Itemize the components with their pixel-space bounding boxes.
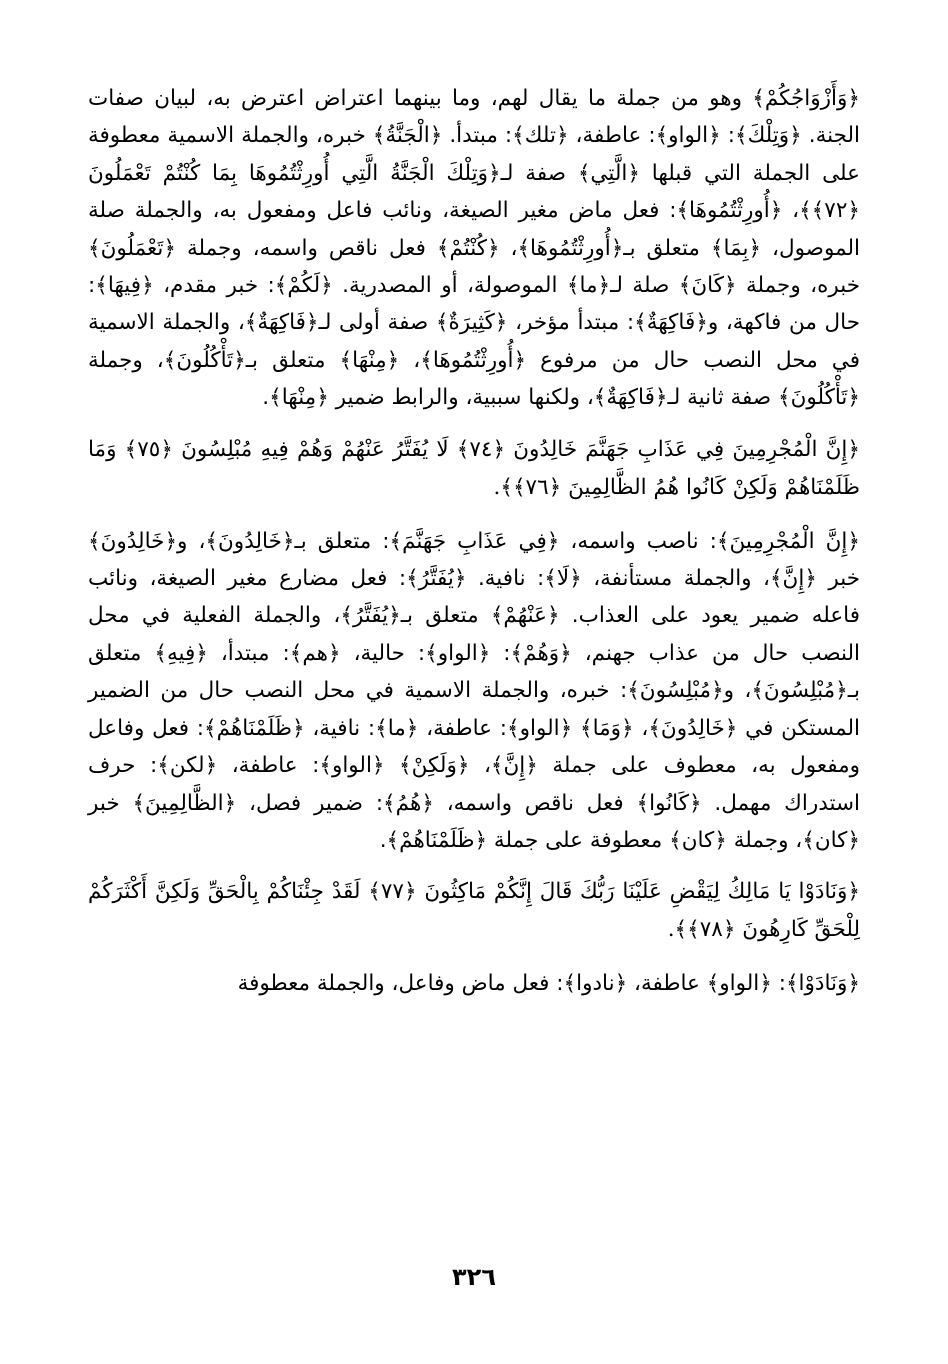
quran-verse-block: ﴿إِنَّ الْمُجْرِمِينَ فِي عَذَابِ جَهَنَّمَ خَالِدُونَ ﴿٧٤﴾ لَا يُفَتَّرُ عَنْهُمْ وَهُمْ فِيهِ مُبْلِسُونَ ﴿٧٥﴾ وَمَا ظَلَمْنَاهُمْ وَلَكِنْ كَانُوا هُمُ الظَّالِمِينَ ﴿٧٦﴾﴾. xyxy=(88,436,860,500)
quran-verse-block: ﴿وَنَادَوْا يَا مَالِكُ لِيَقْضِ عَلَيْنَا رَبُّكَ قَالَ إِنَّكُمْ مَاكِثُونَ ﴿٧٧﴾ لَقَدْ جِئْنَاكُمْ بِالْحَقِّ وَلَكِنَّ أَكْثَرَكُمْ لِلْحَقِّ كَارِهُونَ ﴿٧٨﴾﴾. xyxy=(88,879,860,943)
commentary-paragraph: ﴿إِنَّ الْمُجْرِمِينَ﴾: ناصب واسمه، ﴿فِي عَذَابِ جَهَنَّمَ﴾: متعلق بـ﴿خَالِدُونَ﴾، و﴿خَالِدُونَ﴾ خبر ﴿إِنَّ﴾، والجملة مستأنفة، ﴿لَا﴾: نافية. ﴿يُفَتَّرُ﴾: فعل مضارع مغير الصيغة، ونائب فاعله ضمير يعود على العذاب. ﴿عَنْهُمْ﴾ متعلق بـ﴿يُفَتَّرُ﴾، والجملة الفعلية في محل النصب حال من عذاب جهنم، ﴿وَهُمْ﴾: ﴿الواو﴾: حالية، ﴿هم﴾: مبتدأ، ﴿فِيهِ﴾ متعلق بـ﴿مُبْلِسُونَ﴾، و﴿مُبْلِسُونَ﴾: خبره، والجملة الاسمية في محل النصب حال من الضمير المستكن في ﴿خَالِدُونَ﴾، ﴿وَمَا﴾ ﴿الواو﴾: عاطفة، ﴿ما﴾: نافية، ﴿ظَلَمْنَاهُمْ﴾: فعل وفاعل ومفعول به، معطوف على جملة ﴿إِنَّ﴾، ﴿وَلَكِنْ﴾ ﴿الواو﴾: عاطفة، ﴿لكن﴾: حرف استدراك مهمل. ﴿كَانُوا﴾ فعل ناقص واسمه، ﴿هُمُ﴾: ضمير فصل، ﴿الظَّالِمِينَ﴾ خبر ﴿كان﴾، وجملة ﴿كان﴾ معطوفة على جملة ﴿ظَلَمْنَاهُمْ﴾. xyxy=(88,528,860,853)
commentary-paragraph: ﴿وَأَزْوَاجُكُمْ﴾ وهو من جملة ما يقال لهم، وما بينهما اعتراض اعترض به، لبيان صفات الجنة. ﴿وَتِلْكَ﴾: ﴿الواو﴾: عاطفة، ﴿تلك﴾: مبتدأ. ﴿الْجَنَّةُ﴾ خبره، والجملة الاسمية معطوفة على الجملة التي قبلها ﴿الَّتِي﴾ صفة لـ﴿وَتِلْكَ الْجَنَّةُ الَّتِي أُورِثْتُمُوهَا بِمَا كُنْتُمْ تَعْمَلُونَ ﴿٧٢﴾﴾، ﴿أُورِثْتُمُوهَا﴾: فعل ماض مغير الصيغة، ونائب فاعل ومفعول به، والجملة صلة الموصول، ﴿بِمَا﴾ متعلق بـ﴿أُورِثْتُمُوهَا﴾، ﴿كُنْتُمْ﴾ فعل ناقص واسمه، وجملة ﴿تَعْمَلُونَ﴾ خبره، وجملة ﴿كَانَ﴾ صلة لـ﴿ما﴾ الموصولة، أو المصدرية. ﴿لَكُمْ﴾: خبر مقدم، ﴿فِيهَا﴾: حال من فاكهة، و﴿فَاكِهَةٌ﴾: مبتدأ مؤخر، ﴿كَثِيرَةٌ﴾ صفة أولى لـ﴿فَاكِهَةٌ﴾، والجملة الاسمية في محل النصب حال من مرفوع ﴿أُورِثْتُمُوهَا﴾، ﴿مِنْهَا﴾ متعلق بـ﴿تَأْكُلُونَ﴾، وجملة ﴿تَأْكُلُونَ﴾ صفة ثانية لـ﴿فَاكِهَةٌ﴾، ولكنها سببية، والرابط ضمير ﴿مِنْهَا﴾. xyxy=(88,86,860,411)
commentary-paragraph: ﴿وَنَادَوْا﴾: ﴿الواو﴾ عاطفة، ﴿نادوا﴾: فعل ماض وفاعل، والجملة معطوفة xyxy=(237,971,860,997)
page-body xyxy=(88,80,860,1003)
page-number: ٣٢٦ xyxy=(452,1263,496,1291)
